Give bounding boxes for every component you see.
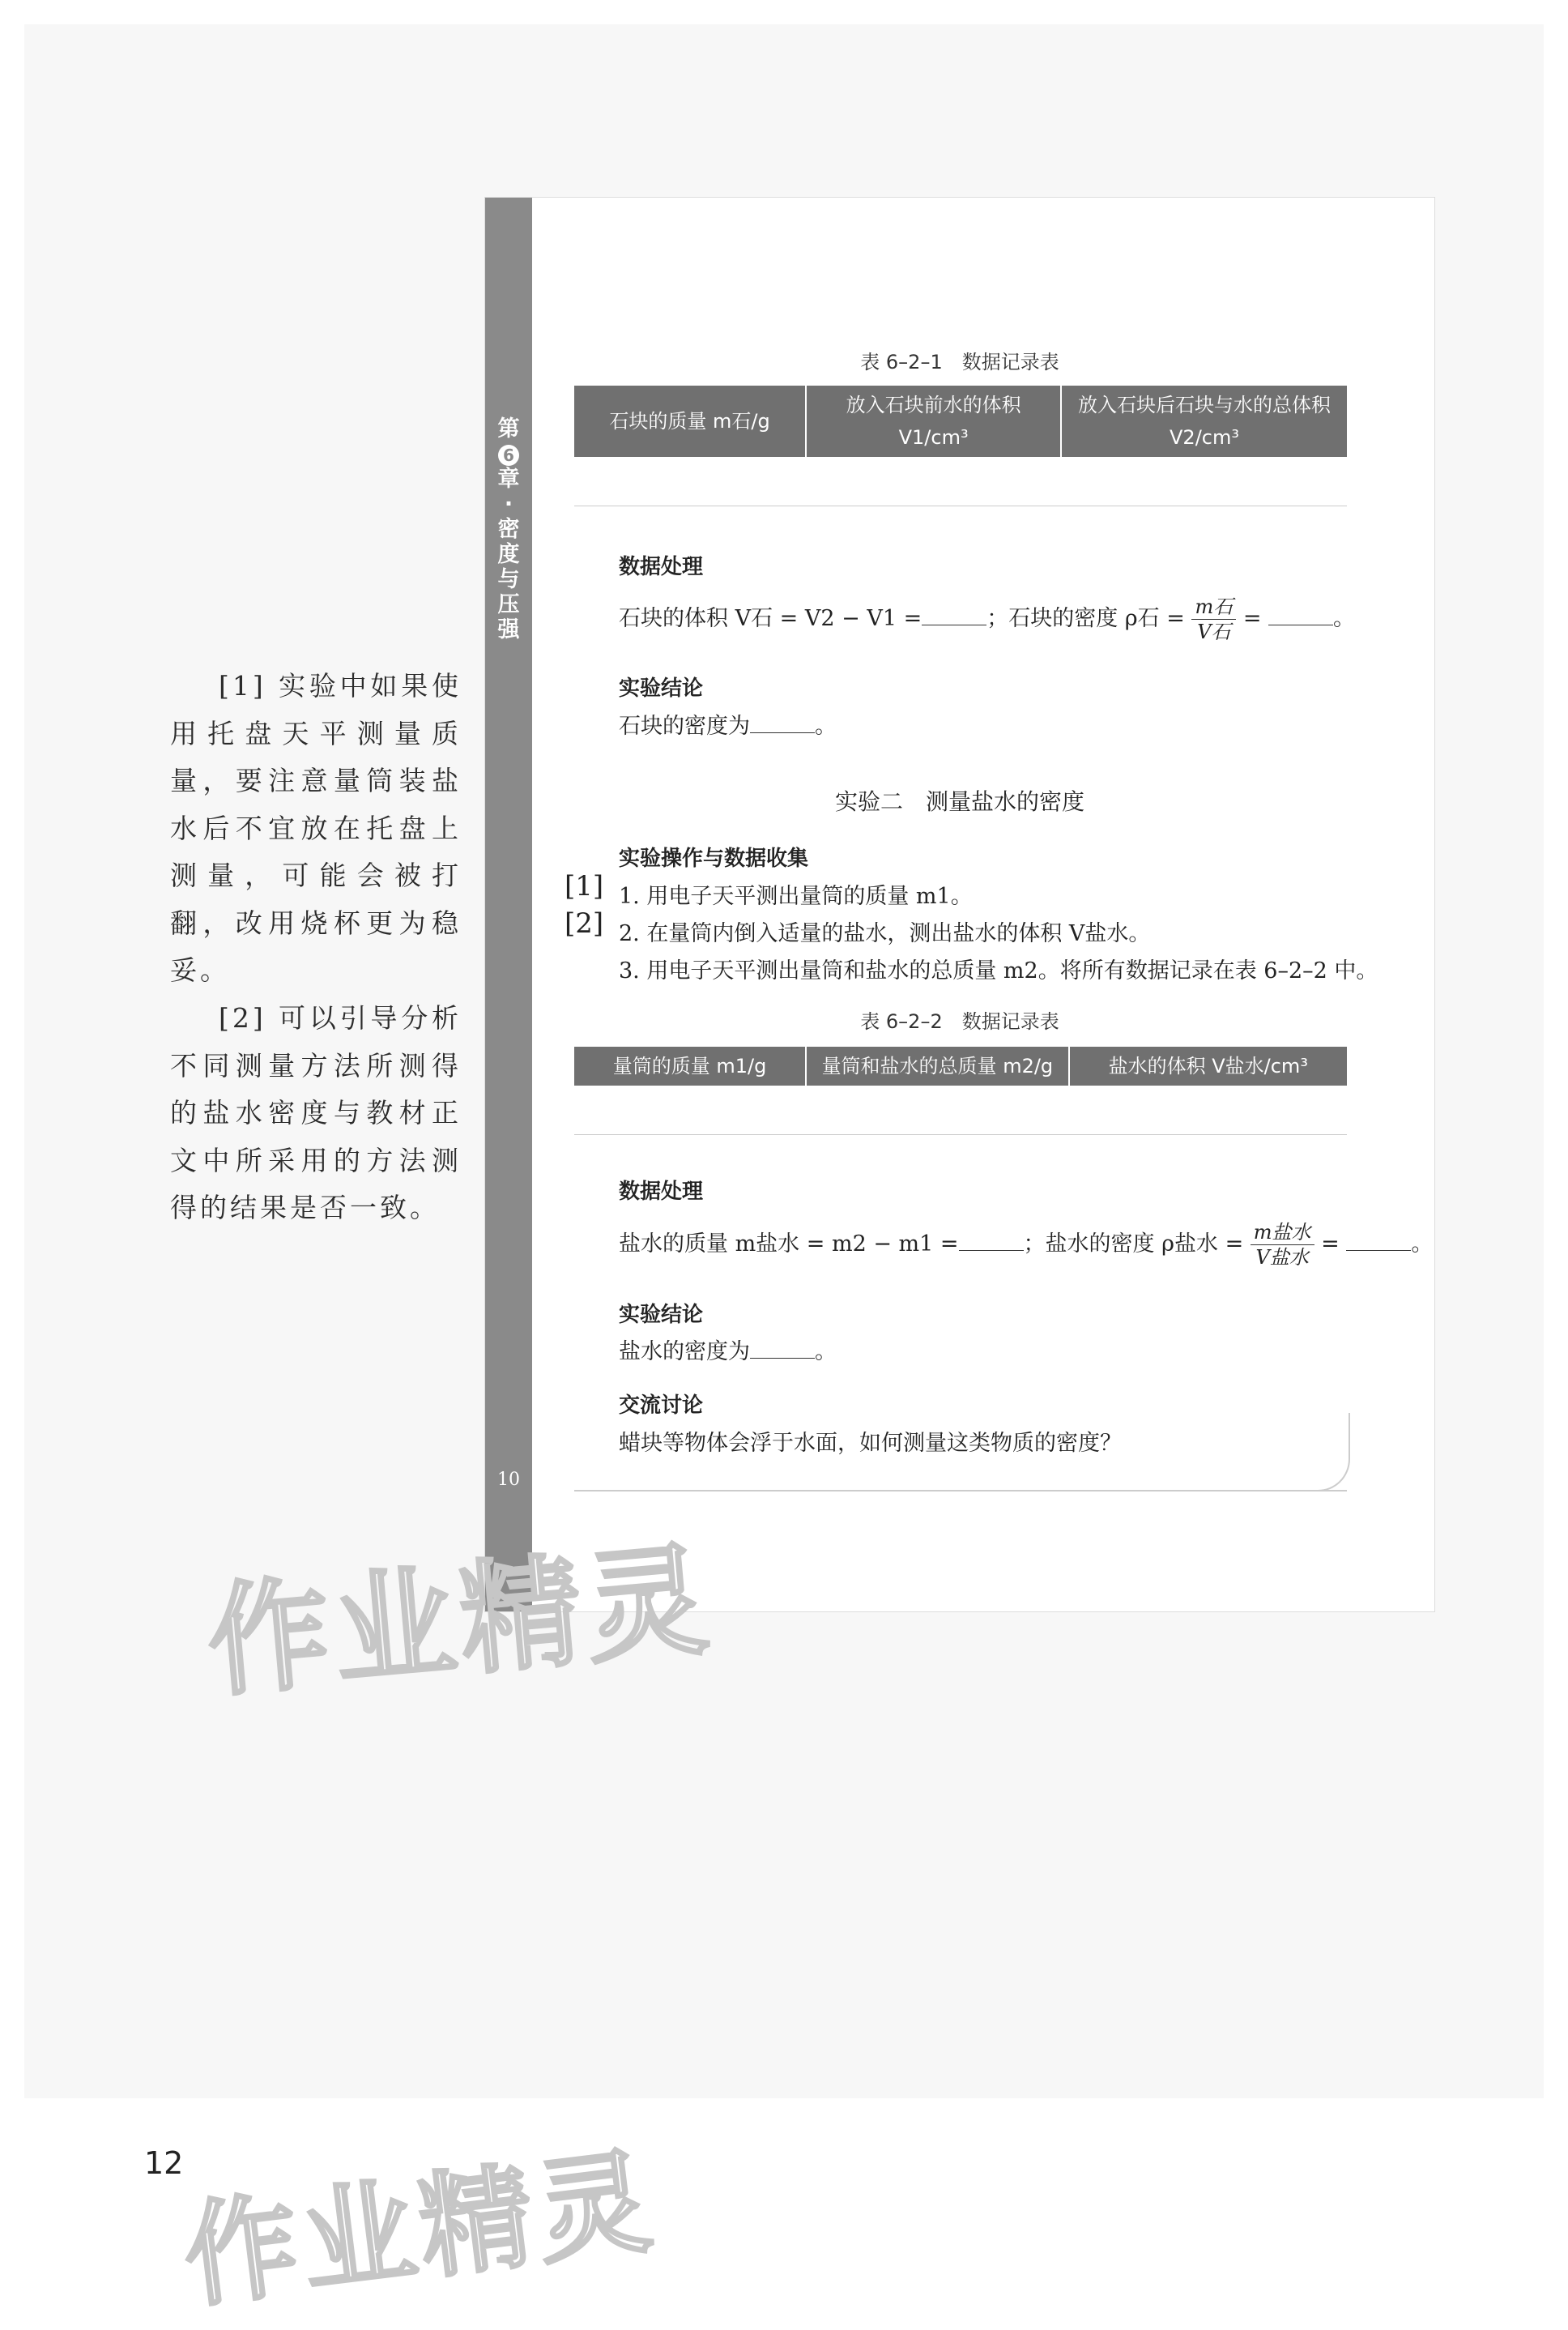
table2-empty-row [574,1086,1347,1135]
table1 [574,386,1347,506]
answer-blank[interactable] [750,1358,815,1359]
table2-cell [1069,1086,1347,1135]
table1-empty-row [574,457,1347,506]
brine-conclusion-text: 盐水的密度为 [619,1339,750,1364]
annotation-mark-2: [2] [565,907,604,940]
fraction-numerator: m盐水 [1251,1220,1314,1245]
fraction-denominator: V盐水 [1255,1246,1309,1269]
table1-header: 放入石块后石块与水的总体积 V2/cm³ [1061,386,1347,457]
answer-blank[interactable] [750,732,815,733]
table1-header: 放入石块前水的体积 V1/cm³ [806,386,1061,457]
table1-caption: 表 6–2–1 数据记录表 [860,351,1059,373]
step-1: 1. 用电子天平测出量筒的质量 m1。 [619,884,973,909]
side-note-1-text: [1] 实验中如果使用托盘天平测量质量，要注意量筒装盐水后不宜放在托盘上测量，可能会被打翻，改用烧杯更为稳妥。 [170,670,462,986]
chapter-strip [485,198,532,1611]
table1-header-row [574,386,1347,457]
side-note-1 [170,663,462,995]
page-end-line [574,1490,1347,1491]
fraction-denominator: V石 [1197,621,1231,643]
stone-density-fraction [1191,595,1236,644]
page-corner-curve [1303,1413,1350,1491]
chapter-prefix: 第 [497,416,520,442]
table1-cell [806,457,1061,506]
page-number: 12 [144,2145,184,2181]
chapter-number: 6 [498,445,519,466]
formula-end: 。 [1411,1231,1434,1257]
brine-density-fraction [1251,1220,1314,1270]
answer-blank[interactable] [959,1250,1024,1251]
brine-mass-formula: 盐水的质量 m盐水 = m2 − m1 = [619,1231,959,1257]
stone-formula: 石块的体积 V石 = V2 − V1 = ；石块的密度 ρ石 = $\frac{\text{m石}}{\text{V石}}$ = 。 [619,595,1356,643]
discussion-text: 蜡块等物体会浮于水面，如何测量这类物质的密度？ [619,1431,1122,1456]
table2-header: 量筒的质量 m1/g [574,1047,806,1086]
table1-header: 石块的质量 m石/g [574,386,806,457]
stone-conclusion-text: 石块的密度为 [619,714,750,739]
brine-density-formula: ；盐水的密度 ρ盐水 = [1023,1231,1244,1257]
step-2: 2. 在量筒内倒入适量的盐水，测出盐水的体积 V盐水。 [619,921,1151,946]
table2-header: 盐水的体积 V盐水/cm³ [1069,1047,1347,1086]
side-note-2 [170,995,462,1232]
inner-page-number: 10 [497,1470,520,1490]
formula-end: 。 [1333,606,1356,631]
data-processing-title-2: 数据处理 [619,1180,704,1204]
conclusion-title-1: 实验结论 [619,676,704,701]
watermark: 作业精灵 [177,2135,663,2324]
chapter-title: 章·密度与压强 [497,467,520,642]
discussion-title: 交流讨论 [619,1393,704,1418]
fraction-numerator: m石 [1191,595,1236,620]
table2-header: 量筒和盐水的总质量 m2/g [806,1047,1068,1086]
table1-cell [574,457,806,506]
experiment2-title: 实验二 测量盐水的密度 [834,788,1084,815]
conclusion-end: 。 [815,714,837,739]
stone-density-formula: ；石块的密度 ρ石 = [986,606,1185,631]
data-processing-title-1: 数据处理 [619,555,704,579]
brine-conclusion [619,1334,837,1365]
brine-formula: 盐水的质量 m盐水 = m2 − m1 = ；盐水的密度 ρ盐水 = $\frac{\text{m盐水}}{\text{V盐水}}$ = 。 [619,1221,1434,1269]
stone-volume-formula: 石块的体积 V石 = V2 − V1 = [619,606,922,631]
conclusion-end: 。 [815,1339,837,1364]
textbook-page [484,197,1435,1612]
operations-title: 实验操作与数据收集 [619,847,809,871]
table2-cell [574,1086,806,1135]
stone-conclusion [619,708,837,740]
answer-blank[interactable] [1346,1250,1411,1251]
side-note-2-text: [2] 可以引导分析不同测量方法所测得的盐水密度与教材正文中所采用的方法测得的结果是否一致。 [170,1002,462,1223]
table2-cell [806,1086,1068,1135]
table2-caption: 表 6–2–2 数据记录表 [860,1010,1059,1033]
step-3: 3. 用电子天平测出量筒和盐水的总质量 m2。将所有数据记录在表 6–2–2 中。 [619,958,1378,984]
annotation-mark-1: [1] [565,870,604,903]
chapter-label [485,416,532,642]
table1-cell [1061,457,1347,506]
watermark: 作业精灵 [202,1530,718,1714]
table2 [574,1047,1347,1135]
conclusion-title-2: 实验结论 [619,1303,704,1327]
table2-header-row [574,1047,1347,1086]
